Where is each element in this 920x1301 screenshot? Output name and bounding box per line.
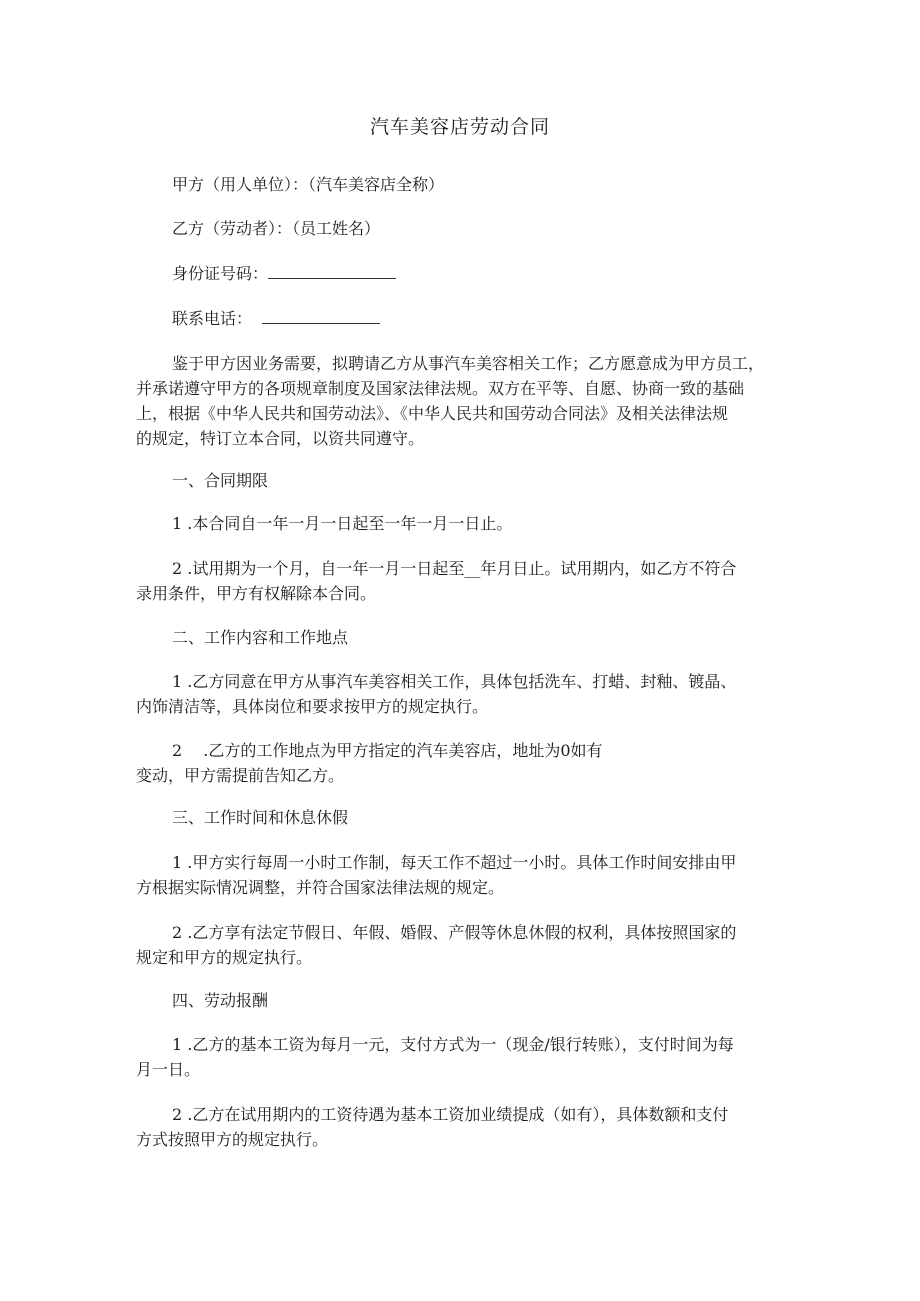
section-heading: 二、工作内容和工作地点 [172, 628, 349, 647]
section-heading: 三、工作时间和休息休假 [172, 808, 349, 827]
clause-line: 1 .乙方的基本工资为每月一元，支付方式为一（现金/银行转账），支付时间为每 [172, 1035, 734, 1054]
preamble-line: 的规定，特订立本合同，以资共同遵守。 [136, 429, 425, 448]
party-a-line: 甲方（用人单位）：（汽车美容店全称） [172, 175, 445, 194]
phone-line [172, 305, 796, 332]
clause-line: 2 .试用期为一个月，自一年一月一日起至__年月日止。试用期内，如乙方不符合 [172, 559, 737, 578]
clause-line: 2 .乙方享有法定节假日、年假、婚假、产假等休息休假的权利，具体按照国家的 [172, 923, 737, 942]
section-heading: 四、劳动报酬 [172, 991, 269, 1010]
clause-line: 内饰清洁等，具体岗位和要求按甲方的规定执行。 [136, 697, 489, 716]
clause-line: 变动，甲方需提前告知乙方。 [136, 766, 345, 785]
clause-line: 1 .本合同自一年一月一日起至一年一月一日止。 [172, 514, 513, 533]
id-number-label: 身份证号码： [172, 264, 269, 283]
clause-line: 规定和甲方的规定执行。 [136, 948, 313, 967]
id-number-line [172, 260, 796, 287]
clause-line: 1 .甲方实行每周一小时工作制，每天工作不超过一小时。具体工作时间安排由甲 [172, 853, 737, 872]
document-title: 汽车美容店劳动合同 [369, 116, 550, 138]
phone-label: 联系电话： [172, 309, 253, 328]
party-b-line: 乙方（劳动者）：（员工姓名） [172, 219, 381, 238]
clause-line: 2 .乙方的工作地点为甲方指定的汽车美容店，地址为0如有 [172, 741, 603, 760]
preamble-line: 鉴于甲方因业务需要，拟聘请乙方从事汽车美容相关工作；乙方愿意成为甲方员工， [172, 354, 765, 373]
clause-line: 方根据实际情况调整，并符合国家法律法规的规定。 [136, 878, 505, 897]
clause-line: 2 .乙方在试用期内的工资待遇为基本工资加业绩提成（如有），具体数额和支付 [172, 1105, 729, 1124]
id-number-blank [268, 263, 396, 279]
section-heading: 一、合同期限 [172, 471, 269, 490]
clause-line: 方式按照甲方的规定执行。 [136, 1130, 329, 1149]
preamble-line: 并承诺遵守甲方的各项规章制度及国家法律法规。双方在平等、自愿、协商一致的基础 [136, 379, 745, 398]
clause-line: 月一日。 [136, 1060, 201, 1079]
phone-blank [262, 308, 380, 324]
clause-line: 1 .乙方同意在甲方从事汽车美容相关工作，具体包括洗车、打蜡、封釉、镀晶、 [172, 672, 737, 691]
preamble-line: 上，根据《中华人民共和国劳动法》、《中华人民共和国劳动合同法》及相关法律法规 [136, 404, 729, 423]
clause-line: 录用条件，甲方有权解除本合同。 [136, 584, 377, 603]
